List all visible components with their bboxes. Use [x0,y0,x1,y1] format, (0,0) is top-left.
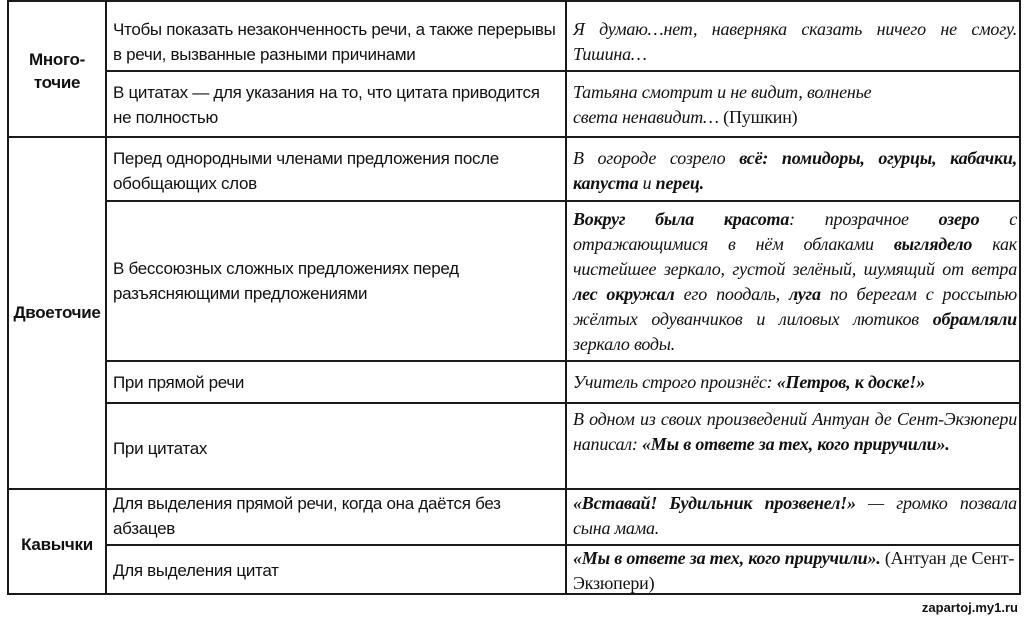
row-divider [7,136,1021,138]
example-bold: Вокруг была красота [573,209,790,229]
column-divider [1019,0,1021,595]
punctuation-table [7,0,1021,595]
example-text: и [638,173,656,193]
mark-colon: Двоеточие [13,303,101,322]
example-bold: «Петров, к доске!» [776,372,926,392]
rule-cell: Для выделения прямой речи, когда она даётся без абзацев [113,494,501,538]
example-bold: озеро [938,209,980,229]
example-text: с отражающимися в нём облаками [573,209,1017,254]
example-text: — громко позвала сына мама. [573,493,1017,538]
example-bold: обрамляли [932,309,1017,329]
example-cell [573,207,1017,357]
example-author: (Пушкин) [723,107,798,127]
example-text: по берегам с россыпью жёлтых одуванчиков и лиловых лютиков [573,284,1017,329]
rule-cell: Для выделения цитат [113,561,279,580]
row-divider [7,0,1021,2]
example-text: Учитель строго произнёс: [573,372,777,392]
example-cell [573,407,1017,457]
example-cell [573,370,1017,395]
row-divider [107,70,1021,72]
row-divider [107,360,1021,362]
example-text: : прозрачное [789,209,939,229]
example-text: Татьяна смотрит и не видит, волненье света ненавидит… [573,82,872,127]
example-text: зеркало воды. [573,334,676,354]
example-bold: «Мы в ответе за тех, кого приручили». [642,434,950,454]
example-cell [573,146,1017,196]
example-cell [573,491,1017,541]
row-divider [107,200,1021,202]
row-divider [107,402,1021,404]
rule-cell: Чтобы показать незаконченность речи, а также перерывы в речи, вызванные разными причинами [113,20,556,64]
example-cell [573,80,913,130]
example-text: Я думаю…нет, наверняка сказать ничего не смогу. Тишина… [573,19,1017,64]
example-bold: «Мы в ответе за тех, кого приручили». [573,548,881,568]
example-author: (Антуан де Сент-Экзюпери) [573,548,1015,593]
watermark: zapartoj.my1.ru [921,600,1018,615]
rule-cell: В бессоюзных сложных предложениях перед разъясняющими предложениями [113,259,459,303]
example-text: как чистейшее зеркало, густой зелёный, шумящий от ветра [573,234,1017,279]
column-divider [565,0,567,595]
row-divider [7,488,1021,490]
example-cell [573,546,1017,596]
example-bold: лес окружал [573,284,675,304]
mark-quotes: Кавычки [21,535,93,554]
rule-cell: Перед однородными членами предложения после обобщающих слов [113,149,499,193]
example-bold: перец. [655,173,704,193]
rule-cell: При цитатах [113,439,208,458]
example-bold: выглядело [893,234,973,254]
example-cell [573,17,1017,67]
example-text: его поодаль, [674,284,789,304]
example-bold: «Вставай! Будильник прозвенел!» [573,493,856,513]
example-bold: всё: помидоры, огурцы, кабачки, капуста [573,148,1017,193]
column-divider [7,0,9,595]
rule-cell: В цитатах — для указания на то, что цитата приводится не полностью [113,83,540,127]
example-text: В огороде созрело [573,148,740,168]
example-bold: луга [788,284,821,304]
mark-ellipsis: Много- точие [29,50,85,92]
rule-cell: При прямой речи [113,373,245,392]
example-text: В одном из своих произведений Антуан де Сент-Экзюпери написал: [573,409,1017,454]
column-divider [105,0,107,595]
